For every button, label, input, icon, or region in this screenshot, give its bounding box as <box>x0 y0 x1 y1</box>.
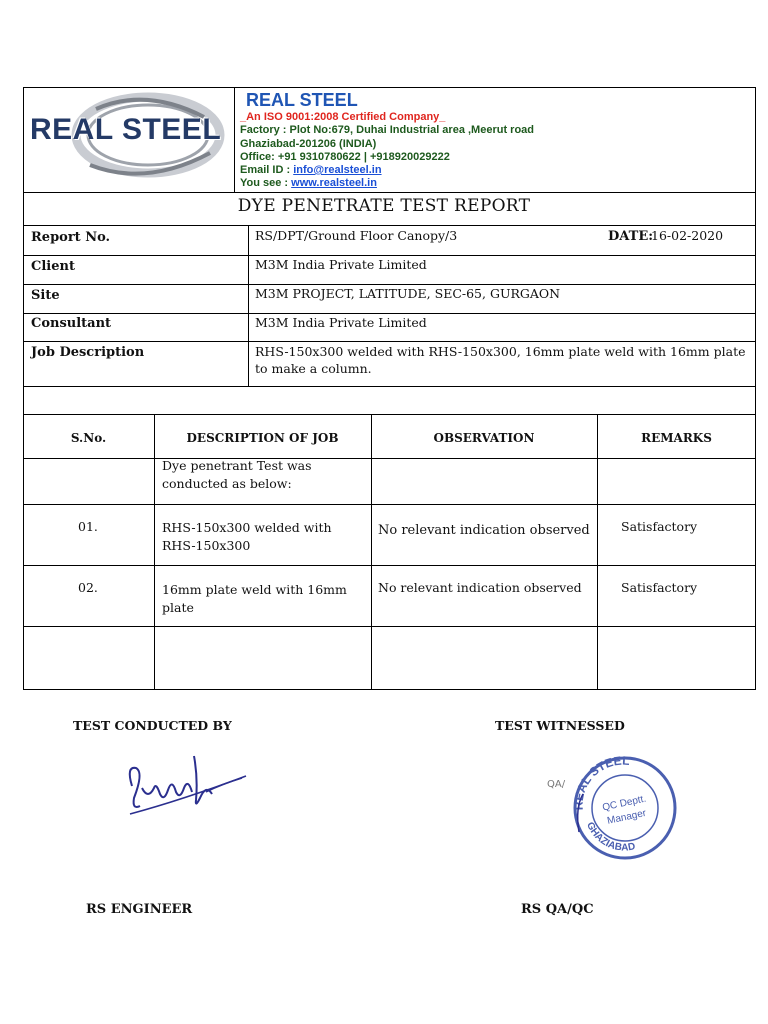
website-line <box>240 177 377 189</box>
divider <box>23 504 756 505</box>
job-description-value: RHS-150x300 welded with RHS-150x300, 16mm plate weld with 16mm plate to make a column. <box>255 344 746 376</box>
divider <box>248 225 249 386</box>
divider <box>23 225 756 226</box>
row-2-observation: No relevant indication observed <box>378 580 582 595</box>
company-name: REAL STEEL <box>246 90 358 110</box>
report-no-label: Report No. <box>31 230 111 245</box>
qc-stamp <box>545 748 685 860</box>
certification-text: _An ISO 9001:2008 Certified Company_ <box>240 111 446 123</box>
email-line <box>240 164 382 176</box>
logo-text: REAL STEEL <box>30 113 222 146</box>
col-header-remarks: REMARKS <box>641 431 712 445</box>
email-label: Email ID : <box>240 164 294 176</box>
divider <box>234 87 235 193</box>
rs-qaqc-label: RS QA/QC <box>521 902 594 917</box>
stamp-bottom-text: GHAZIABAD <box>584 820 637 854</box>
site-value: M3M PROJECT, LATITUDE, SEC-65, GURGAON <box>255 286 561 301</box>
divider <box>597 414 598 690</box>
divider <box>23 626 756 627</box>
factory-address: Factory : Plot No:679, Duhai Industrial area ,Meerut road <box>240 124 535 136</box>
email-link[interactable]: info@realsteel.in <box>293 164 382 176</box>
col-header-sno: S.No. <box>70 431 107 445</box>
divider <box>23 255 756 256</box>
divider <box>23 458 756 459</box>
city-address: Ghaziabad-201206 (INDIA) <box>240 138 377 150</box>
report-title: DYE PENETRATE TEST REPORT <box>237 196 531 216</box>
divider <box>23 192 756 193</box>
row-1-remarks: Satisfactory <box>621 519 698 534</box>
stamp-line2-text: Manager <box>606 807 648 827</box>
test-conducted-heading: TEST CONDUCTED BY <box>73 718 232 733</box>
row-1-sno: 01. <box>78 519 98 534</box>
company-logo <box>26 89 232 191</box>
divider <box>23 386 756 387</box>
stamp-seal-icon <box>545 748 685 860</box>
row-2-description: 16mm plate weld with 16mm plate <box>162 582 347 615</box>
row-1-description: RHS-150x300 welded with RHS-150x300 <box>162 520 332 553</box>
table-intro-text: Dye penetrant Test was conducted as below: <box>162 458 312 491</box>
col-header-description: DESCRIPTION OF JOB <box>186 431 339 445</box>
signature-scribble-icon <box>122 748 250 820</box>
divider <box>23 313 756 314</box>
divider <box>23 565 756 566</box>
site-label: Site <box>31 288 60 303</box>
stamp-top-text: REAL STEEL <box>571 753 631 811</box>
row-2-sno: 02. <box>78 580 98 595</box>
engineer-signature <box>122 748 250 820</box>
date-value: 16-02-2020 <box>651 228 724 243</box>
divider <box>23 341 756 342</box>
job-description-label: Job Description <box>31 345 145 360</box>
row-2-remarks: Satisfactory <box>621 580 698 595</box>
stamp-handwritten-text: QA/ <box>547 779 566 790</box>
client-value: M3M India Private Limited <box>255 257 427 272</box>
divider <box>23 284 756 285</box>
stamp-line1-text: QC Deptt. <box>601 793 648 814</box>
date-label: DATE: <box>608 229 654 244</box>
col-header-observation: OBSERVATION <box>433 431 535 445</box>
divider <box>154 414 155 690</box>
website-link[interactable]: www.realsteel.in <box>291 177 377 189</box>
consultant-value: M3M India Private Limited <box>255 315 427 330</box>
report-no-value: RS/DPT/Ground Floor Canopy/3 <box>255 228 458 243</box>
client-label: Client <box>31 259 75 274</box>
divider <box>23 414 756 415</box>
divider <box>371 414 372 690</box>
website-label: You see : <box>240 177 292 189</box>
row-1-observation: No relevant indication observed <box>378 523 590 538</box>
test-witnessed-heading: TEST WITNESSED <box>495 718 625 733</box>
consultant-label: Consultant <box>31 316 112 331</box>
rs-engineer-label: RS ENGINEER <box>86 902 193 917</box>
office-phone: Office: +91 9310780622 | +918920029222 <box>240 151 450 163</box>
